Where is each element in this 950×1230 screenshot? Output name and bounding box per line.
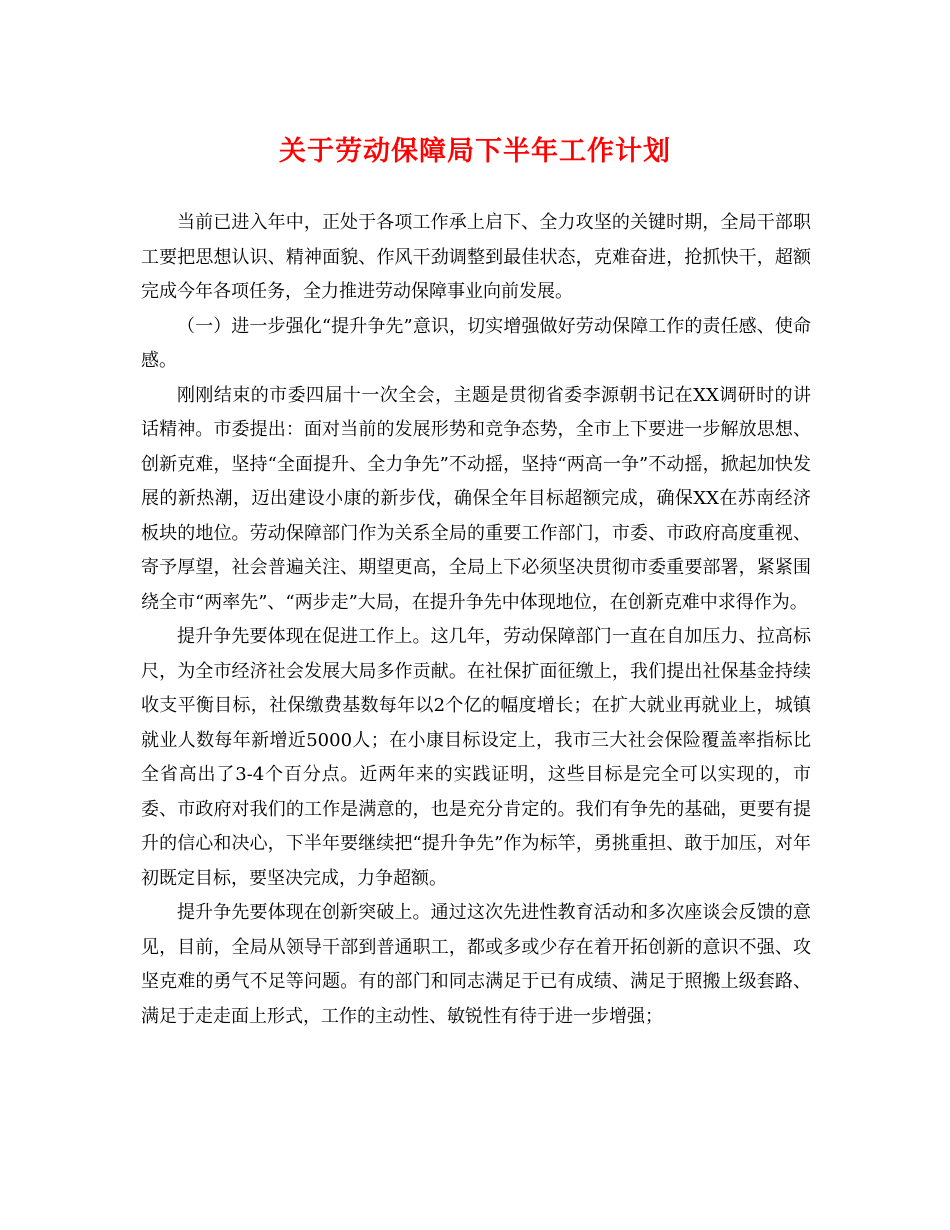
paragraph-plenary: 刚刚结束的市委四届十一次全会，主题是贯彻省委李源朝书记在XX调研时的讲话精神。市委提出：面对当前的发展形势和竞争态势，全市上下要进一步解放思想、创新克难，坚持“全面提升、全力争先”不动摇，坚持“两高一争”不动摇，掀起加快发展的新热潮，迈出建设小康的新步伐，确保全年目标超额完成，确保XX在苏南经济板块的地位。劳动保障部门作为关系全局的重要工作部门，市委、市政府高度重视、寄予厚望，社会普遍关注、期望更高，全局上下必须坚决贯彻市委重要部署，紧紧围绕全市“两率先”、“两步走”大局，在提升争先中体现地位，在创新克难中求得作为。 bbox=[141, 384, 811, 613]
paragraph-promotion-work: 提升争先要体现在促进工作上。这几年，劳动保障部门一直在自加压力、拉高标尺，为全市经济社会发展大局多作贡献。在社保扩面征缴上，我们提出社保基金持续收支平衡目标，社保缴费基数每年以2个亿的幅度增长；在扩大就业再就业上，城镇就业人数每年新增近5000人；在小康目标设定上，我市三大社会保险覆盖率指标比全省高出了3-4个百分点。近两年来的实践证明，这些目标是完全可以实现的，市委、市政府对我们的工作是满意的，也是充分肯定的。我们有争先的基础，更要有提升的信心和决心，下半年要继续把“提升争先”作为标竿，勇挑重担、敢于加压，对年初既定目标，要坚决完成，力争超额。 bbox=[141, 626, 811, 889]
document-body bbox=[141, 206, 811, 1034]
paragraph-innovation: 提升争先要体现在创新突破上。通过这次先进性教育活动和多次座谈会反馈的意见，目前，全局从领导干部到普通职工，都或多或少存在着开拓创新的意识不强、攻坚克难的勇气不足等问题。有的部门和同志满足于已有成绩、满足于照搬上级套路、满足于走走面上形式，工作的主动性、敏锐性有待于进一步增强； bbox=[141, 902, 811, 1027]
paragraph-intro: 当前已进入年中，正处于各项工作承上启下、全力攻坚的关键时期，全局干部职工要把思想认识、精神面貌、作风干劲调整到最佳状态，克难奋进，抢抓快干，超额完成今年各项任务，全力推进劳动保障事业向前发展。 bbox=[141, 212, 811, 302]
document-title: 关于劳动保障局下半年工作计划 bbox=[279, 136, 671, 167]
section-heading-1: （一）进一步强化“提升争先”意识，切实增强做好劳动保障工作的责任感、使命感。 bbox=[141, 315, 811, 371]
